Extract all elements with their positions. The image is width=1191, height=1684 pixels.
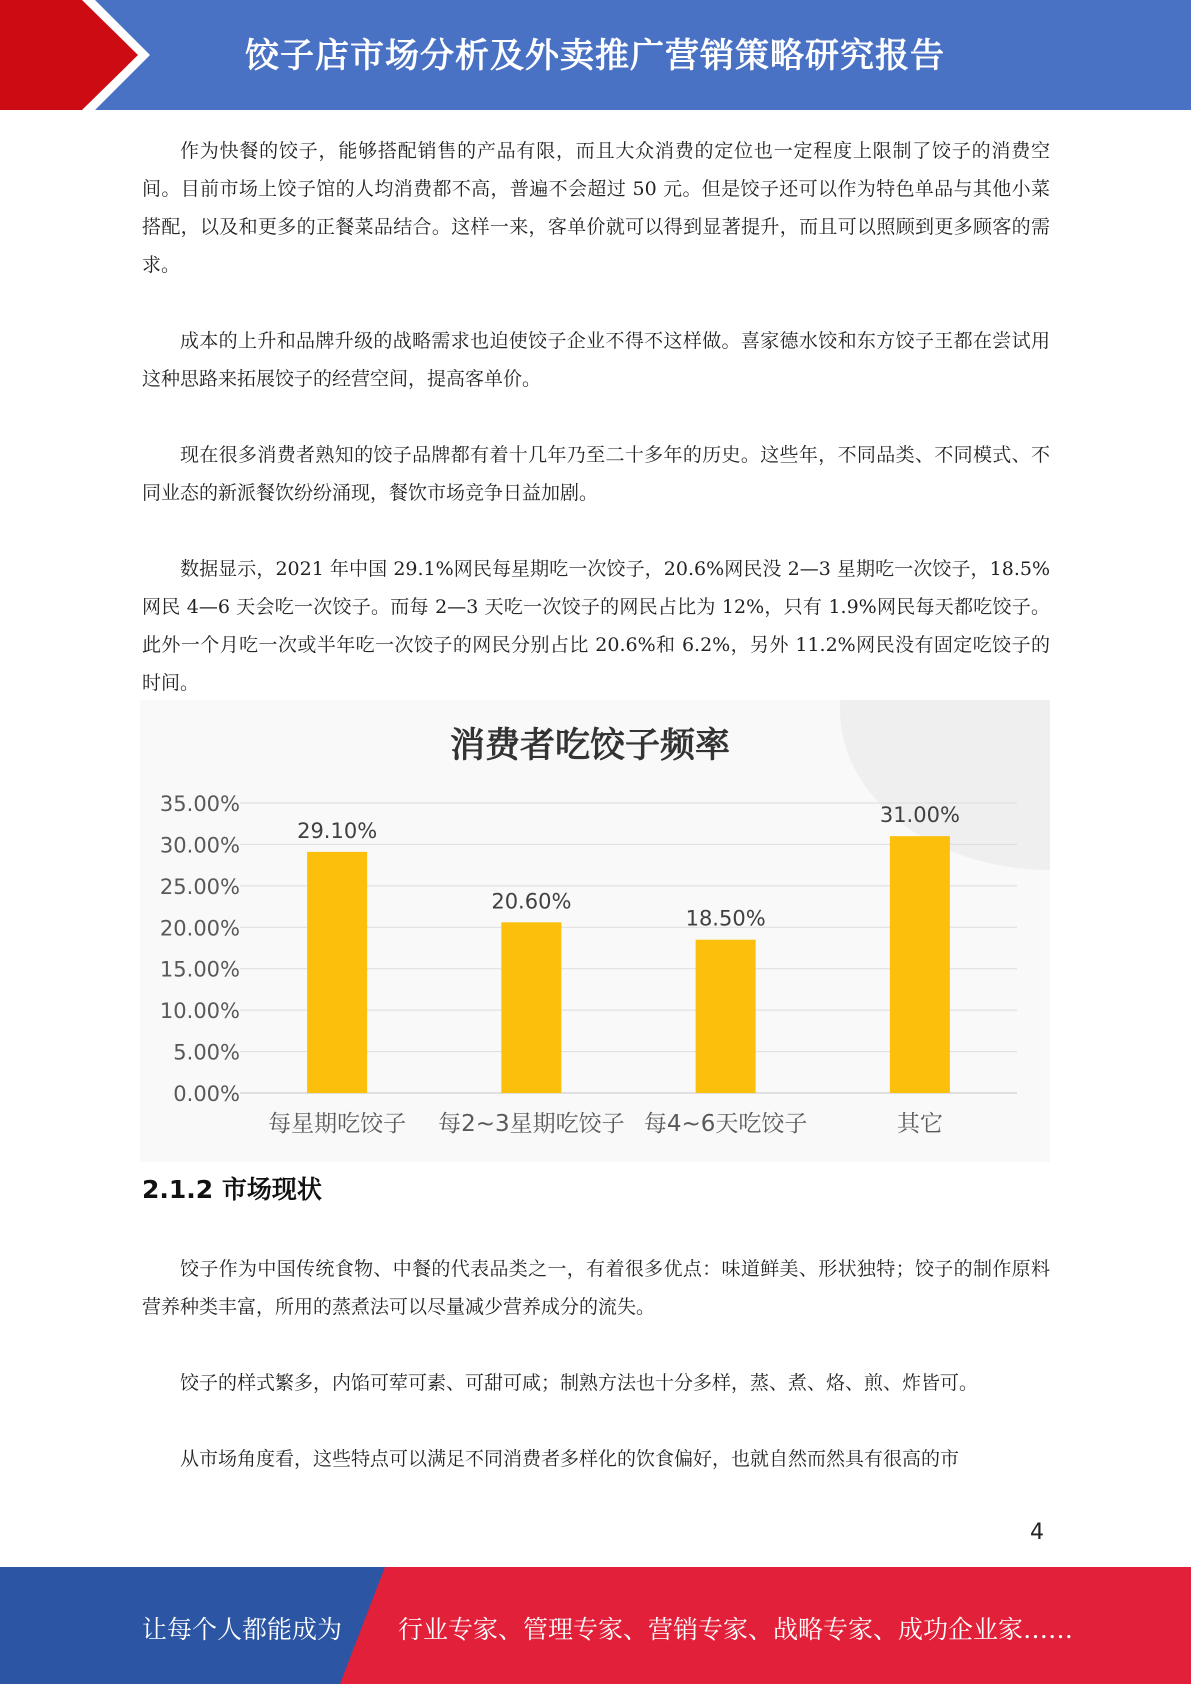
chart-title: 消费者吃饺子频率 [449, 726, 731, 766]
y-tick-label: 25.00% [159, 874, 240, 899]
paragraph-7: 从市场角度看，这些特点可以满足不同消费者多样化的饮食偏好，也就自然而然具有很高的市 [180, 1448, 960, 1470]
category-label: 其它 [896, 1111, 943, 1137]
paragraph-1: 作为快餐的饺子，能够搭配销售的产品有限，而且大众消费的定位也一定程度上限制了饺子的消费空间。目前市场上饺子馆的人均消费都不高，普遍不会超过 50 元。但是饺子还可以作为特色单品与其他小菜搭配，以及和更多的正餐菜品结合。这样一来，客单价就可以得到显著提升，而且可以照顾到更多顾客的需求。 [142, 140, 1050, 276]
body-text-bottom [142, 1250, 1050, 1478]
bar [307, 852, 367, 1093]
data-label: 29.10% [297, 818, 378, 843]
header-arrow-icon [0, 0, 138, 110]
y-tick-label: 35.00% [159, 792, 240, 816]
category-label: 每2~3星期吃饺子 [438, 1111, 625, 1137]
y-tick-label: 20.00% [159, 916, 240, 941]
y-tick-label: 15.00% [159, 957, 240, 982]
bar [890, 836, 950, 1093]
data-label: 18.50% [685, 906, 766, 931]
paragraph-6: 饺子的样式繁多，内馅可荤可素、可甜可咸；制熟方法也十分多样，蒸、煮、烙、煎、炸皆可。 [180, 1372, 979, 1394]
body-text-top [142, 132, 1050, 702]
section-heading: 2.1.2 市场现状 [142, 1175, 322, 1204]
report-title: 饺子店市场分析及外卖推广营销策略研究报告 [245, 36, 945, 76]
y-tick-label: 10.00% [159, 999, 240, 1024]
data-label: 20.60% [491, 889, 572, 914]
paragraph-3: 现在很多消费者熟知的饺子品牌都有着十几年乃至二十多年的历史。这些年，不同品类、不同模式、不同业态的新派餐饮纷纷涌现，餐饮市场竞争日益加剧。 [142, 444, 1050, 504]
category-label: 每4~6天吃饺子 [643, 1111, 808, 1137]
y-tick-label: 30.00% [159, 833, 240, 858]
chart-svg [140, 700, 1050, 1162]
y-tick-label: 5.00% [173, 1040, 240, 1065]
data-label: 31.00% [879, 803, 960, 828]
footer-slogan-left: 让每个人都能成为 [142, 1615, 343, 1644]
frequency-chart [140, 700, 1050, 1162]
bar [501, 922, 561, 1093]
paragraph-2: 成本的上升和品牌升级的战略需求也迫使饺子企业不得不这样做。喜家德水饺和东方饺子王都在尝试用这种思路来拓展饺子的经营空间，提高客单价。 [142, 330, 1050, 390]
page-footer [0, 1567, 1191, 1684]
paragraph-4: 数据显示，2021 年中国 29.1%网民每星期吃一次饺子，20.6%网民没 2—3 星期吃一次饺子，18.5%网民 4—6 天会吃一次饺子。而每 2—3 天吃一次饺子的网民占比为 12%，只有 1.9%网民每天都吃饺子。此外一个月吃一次或半年吃一次饺子的网民分别占比 20.6%和 6.2%，另外 11.2%网民没有固定吃饺子的时间。 [142, 558, 1050, 694]
y-tick-label: 0.00% [173, 1082, 240, 1106]
page-number: 4 [1030, 1520, 1044, 1545]
category-label: 每星期吃饺子 [268, 1111, 407, 1137]
page-header [0, 0, 1191, 110]
footer-slogan-right: 行业专家、管理专家、营销专家、战略专家、成功企业家…… [398, 1615, 1074, 1644]
bar [696, 940, 756, 1093]
paragraph-5: 饺子作为中国传统食物、中餐的代表品类之一，有着很多优点：味道鲜美、形状独特；饺子的制作原料营养种类丰富，所用的蒸煮法可以尽量减少营养成分的流失。 [142, 1258, 1050, 1318]
